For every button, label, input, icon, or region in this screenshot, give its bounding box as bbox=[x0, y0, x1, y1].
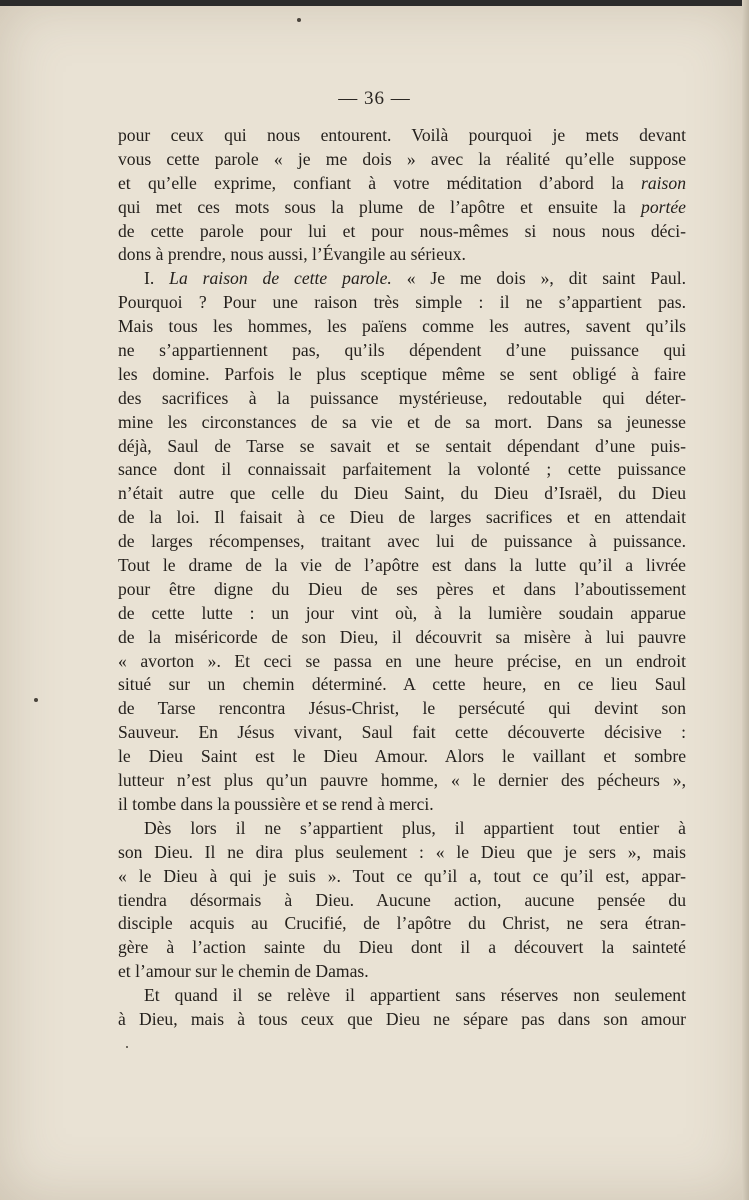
section-title: La raison de cette parole. bbox=[169, 268, 392, 289]
text-line: Dès lors il ne s’appartient plus, il appartient tout entier à bbox=[144, 817, 686, 838]
paper-speck bbox=[126, 1046, 128, 1048]
section-number: I. bbox=[144, 268, 170, 289]
text-line: Tout le drame de la vie de l’apôtre est dans la lutte qu’il a livrée bbox=[118, 555, 686, 576]
text-line: disciple acquis au Crucifié, de l’apôtre du Christ, ne sera étran- bbox=[118, 913, 686, 934]
text-run: qui met ces mots sous la plume de l’apôtre et ensuite la bbox=[118, 196, 642, 217]
italic-text: raison bbox=[641, 172, 686, 193]
text-line: Sauveur. En Jésus vivant, Saul fait cette découverte décisive : bbox=[118, 722, 686, 743]
text-line: gère à l’action sainte du Dieu dont il a découvert la sainteté bbox=[118, 937, 686, 958]
text-line: Et quand il se relève il appartient sans réserves non seulement bbox=[144, 985, 686, 1006]
paper-speck bbox=[297, 18, 301, 22]
text-line bbox=[118, 196, 686, 220]
page-number: — 36 — bbox=[338, 88, 411, 109]
text-line: de la miséricorde de son Dieu, il découvrit sa misère à lui pauvre bbox=[118, 626, 686, 647]
italic-text: portée bbox=[641, 196, 686, 217]
text-line: de la loi. Il faisait à ce Dieu de larges sacrifices et en attendait bbox=[118, 507, 686, 528]
text-line: son Dieu. Il ne dira plus seulement : « le Dieu que je sers », mais bbox=[118, 841, 686, 862]
text-line: Pourquoi ? Pour une raison très simple : il ne s’appartient pas. bbox=[118, 292, 686, 313]
text-line: de Tarse rencontra Jésus-Christ, le persécuté qui devint son bbox=[118, 698, 686, 719]
text-line: dons à prendre, nous aussi, l’Évangile au sérieux. bbox=[118, 244, 466, 265]
text-line: il tombe dans la poussière et se rend à merci. bbox=[118, 793, 434, 814]
text-line: situé sur un chemin déterminé. A cette heure, en ce lieu Saul bbox=[118, 674, 686, 695]
text-line: à Dieu, mais à tous ceux que Dieu ne sépare pas dans son amour bbox=[118, 1008, 686, 1029]
text-run: et qu’elle exprime, confiant à votre méditation d’abord la bbox=[118, 172, 642, 193]
text-line: de larges récompenses, traitant avec lui de puissance à puissance. bbox=[118, 531, 686, 552]
text-line: pour ceux qui nous entourent. Voilà pourquoi je mets devant bbox=[118, 125, 686, 145]
text-line: lutteur n’est plus qu’un pauvre homme, « le dernier des pécheurs », bbox=[118, 770, 686, 791]
text-line: Mais tous les hommes, les païens comme les autres, savent qu’ils bbox=[118, 316, 686, 337]
text-line: « avorton ». Et ceci se passa en une heure précise, en un endroit bbox=[118, 650, 686, 671]
section-heading-line bbox=[118, 267, 686, 291]
text-line: de cette lutte : un jour vint où, à la lumière soudain apparue bbox=[118, 602, 686, 623]
text-line: ne s’appartiennent pas, qu’ils dépendent d’une puissance qui bbox=[118, 340, 686, 361]
page-right-edge bbox=[742, 0, 749, 1200]
text-line: pour être digne du Dieu de ses pères et dans l’aboutissement bbox=[118, 578, 686, 599]
text-line: n’était autre que celle du Dieu Saint, du Dieu d’Israël, du Dieu bbox=[118, 483, 686, 504]
paper-speck bbox=[34, 698, 38, 702]
text-line: le Dieu Saint est le Dieu Amour. Alors le vaillant et sombre bbox=[118, 746, 686, 767]
text-line: sance dont il connaissait parfaitement la volonté ; cette puissance bbox=[118, 459, 686, 480]
text-line bbox=[118, 172, 686, 196]
scan-top-edge bbox=[0, 0, 749, 6]
text-run: « Je me dois », dit saint Paul. bbox=[391, 268, 687, 289]
body-text bbox=[118, 124, 686, 1032]
text-line: « le Dieu à qui je suis ». Tout ce qu’il a, tout ce qu’il est, appar- bbox=[118, 865, 686, 886]
text-line: mine les circonstances de sa vie et de sa mort. Dans sa jeunesse bbox=[118, 411, 686, 432]
text-line: vous cette parole « je me dois » avec la réalité qu’elle suppose bbox=[118, 148, 686, 169]
text-line: et l’amour sur le chemin de Damas. bbox=[118, 961, 369, 982]
text-line: des sacrifices à la puissance mystérieuse, redoutable qui déter- bbox=[118, 387, 686, 408]
text-line: déjà, Saul de Tarse se savait et se sentait dépendant d’une puis- bbox=[118, 435, 686, 456]
text-line: tiendra désormais à Dieu. Aucune action, aucune pensée du bbox=[118, 889, 686, 910]
text-line: les domine. Parfois le plus sceptique même se sent obligé à faire bbox=[118, 363, 686, 384]
text-line: de cette parole pour lui et pour nous-mêmes si nous nous déci- bbox=[118, 220, 686, 241]
